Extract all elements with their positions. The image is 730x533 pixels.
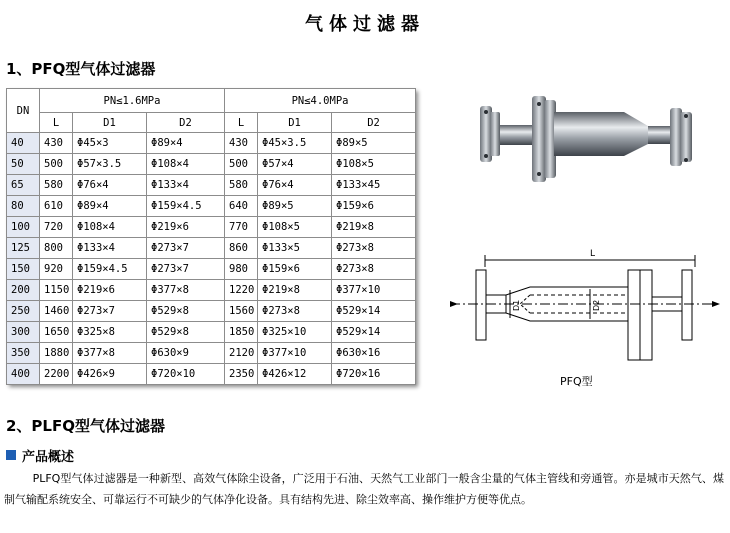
table-cell: Φ219×6 — [147, 217, 225, 238]
col-header-d2: D2 — [332, 113, 416, 133]
table-row — [7, 280, 416, 301]
col-header-d1: D1 — [73, 113, 147, 133]
d1-label: D1 — [512, 299, 521, 311]
table-cell: Φ159×6 — [332, 196, 416, 217]
table-cell: Φ273×7 — [147, 238, 225, 259]
dn-cell: 125 — [7, 238, 40, 259]
table-cell: Φ273×8 — [332, 238, 416, 259]
table-row — [7, 133, 416, 154]
table-cell: 980 — [225, 259, 258, 280]
table-cell: Φ325×8 — [73, 322, 147, 343]
table-row — [7, 175, 416, 196]
table-cell: 2200 — [40, 364, 73, 385]
table-cell: Φ426×9 — [73, 364, 147, 385]
dn-cell: 65 — [7, 175, 40, 196]
table-cell: 720 — [40, 217, 73, 238]
table-cell: Φ273×8 — [332, 259, 416, 280]
overview-paragraph: PLFQ型气体过滤器是一种新型、高效气体除尘设备，广泛用于石油、天然气工业部门一般含尘量的气体主管线和旁通管。亦是城市天然气、煤制气输配系统安全、可靠运行不可缺少的气体净化设备。具有结构先进、除尘效率高、操作维护方便等优点。 — [4, 472, 724, 506]
table-cell: Φ325×10 — [258, 322, 332, 343]
dn-cell: 150 — [7, 259, 40, 280]
drawing-caption: PFQ型 — [560, 375, 593, 388]
table-cell: 1880 — [40, 343, 73, 364]
dn-cell: 80 — [7, 196, 40, 217]
table-cell: Φ377×10 — [258, 343, 332, 364]
col-header-d2: D2 — [147, 113, 225, 133]
overview-label: 产品概述 — [22, 449, 75, 465]
dn-cell: 300 — [7, 322, 40, 343]
table-cell: Φ108×5 — [258, 217, 332, 238]
table-cell: 1850 — [225, 322, 258, 343]
table-cell: 430 — [225, 133, 258, 154]
table-cell: Φ529×14 — [332, 301, 416, 322]
table-cell: Φ219×8 — [332, 217, 416, 238]
table-cell: 1150 — [40, 280, 73, 301]
table-cell: Φ377×8 — [147, 280, 225, 301]
table-cell: Φ45×3 — [73, 133, 147, 154]
table-cell: Φ720×16 — [332, 364, 416, 385]
middle-flange-1 — [628, 270, 640, 360]
table-cell: Φ45×3.5 — [258, 133, 332, 154]
table-cell: 920 — [40, 259, 73, 280]
table-cell: Φ89×5 — [332, 133, 416, 154]
table-cell: Φ630×16 — [332, 343, 416, 364]
dn-cell: 250 — [7, 301, 40, 322]
table-cell: Φ108×4 — [147, 154, 225, 175]
table-cell: 2120 — [225, 343, 258, 364]
table-cell: 770 — [225, 217, 258, 238]
table-cell: 500 — [225, 154, 258, 175]
table-cell: Φ273×7 — [147, 259, 225, 280]
col-header-l: L — [225, 113, 258, 133]
table-cell: 640 — [225, 196, 258, 217]
table-cell: Φ720×10 — [147, 364, 225, 385]
table-cell: 430 — [40, 133, 73, 154]
table-cell: 610 — [40, 196, 73, 217]
table-cell: Φ57×3.5 — [73, 154, 147, 175]
table-row — [7, 322, 416, 343]
table-cell: Φ219×6 — [73, 280, 147, 301]
table-row — [7, 364, 416, 385]
table-cell: Φ133×4 — [73, 238, 147, 259]
table-cell: Φ529×14 — [332, 322, 416, 343]
filter-photo — [470, 90, 710, 200]
table-row — [7, 217, 416, 238]
table-row — [7, 259, 416, 280]
left-flange — [476, 270, 486, 340]
table-row — [7, 196, 416, 217]
table-cell: 580 — [225, 175, 258, 196]
table-cell: Φ108×5 — [332, 154, 416, 175]
right-flange — [682, 270, 692, 340]
table-cell: Φ377×8 — [73, 343, 147, 364]
table-cell: Φ133×5 — [258, 238, 332, 259]
table-cell: 2350 — [225, 364, 258, 385]
table-cell: 860 — [225, 238, 258, 259]
col-header-l: L — [40, 113, 73, 133]
table-row — [7, 154, 416, 175]
dn-cell: 350 — [7, 343, 40, 364]
table-cell: Φ377×10 — [332, 280, 416, 301]
dn-cell: 50 — [7, 154, 40, 175]
table-cell: Φ133×4 — [147, 175, 225, 196]
dn-cell: 100 — [7, 217, 40, 238]
table-row — [7, 238, 416, 259]
table-cell: Φ273×8 — [258, 301, 332, 322]
table-cell: 1460 — [40, 301, 73, 322]
table-cell: Φ89×4 — [73, 196, 147, 217]
spec-table — [6, 88, 416, 385]
table-cell: Φ529×8 — [147, 322, 225, 343]
pn16-header: PN≤1.6MPa — [40, 89, 225, 113]
length-label: L — [590, 249, 596, 259]
filter-schematic — [450, 245, 720, 390]
table-cell: Φ426×12 — [258, 364, 332, 385]
dn-cell: 400 — [7, 364, 40, 385]
section-1-heading: 1、PFQ型气体过滤器 — [6, 60, 156, 78]
middle-flange-2 — [640, 270, 652, 360]
table-cell: 800 — [40, 238, 73, 259]
table-cell: Φ630×9 — [147, 343, 225, 364]
table-cell: Φ76×4 — [73, 175, 147, 196]
section-2-heading: 2、PLFQ型气体过滤器 — [6, 417, 165, 435]
table-cell: 1220 — [225, 280, 258, 301]
table-cell: 580 — [40, 175, 73, 196]
table-cell: Φ159×6 — [258, 259, 332, 280]
table-cell: Φ133×45 — [332, 175, 416, 196]
table-cell: Φ89×5 — [258, 196, 332, 217]
overview-heading — [6, 446, 74, 464]
pn40-header: PN≤4.0MPa — [225, 89, 416, 113]
table-cell: Φ89×4 — [147, 133, 225, 154]
dn-cell: 40 — [7, 133, 40, 154]
page-title: 气体过滤器 — [305, 14, 425, 35]
table-cell: Φ57×4 — [258, 154, 332, 175]
table-cell: 1560 — [225, 301, 258, 322]
spec-table-container — [6, 88, 415, 384]
dn-header: DN — [7, 89, 40, 133]
table-cell: 500 — [40, 154, 73, 175]
table-cell: 1650 — [40, 322, 73, 343]
col-header-d1: D1 — [258, 113, 332, 133]
table-cell: Φ529×8 — [147, 301, 225, 322]
table-row — [7, 343, 416, 364]
table-cell: Φ219×8 — [258, 280, 332, 301]
table-cell: Φ273×7 — [73, 301, 147, 322]
table-cell: Φ159×4.5 — [147, 196, 225, 217]
dn-cell: 200 — [7, 280, 40, 301]
table-row — [7, 301, 416, 322]
section-marker-icon — [6, 450, 16, 460]
table-cell: Φ108×4 — [73, 217, 147, 238]
d2-label: D2 — [592, 299, 601, 311]
table-cell: Φ76×4 — [258, 175, 332, 196]
table-cell: Φ159×4.5 — [73, 259, 147, 280]
